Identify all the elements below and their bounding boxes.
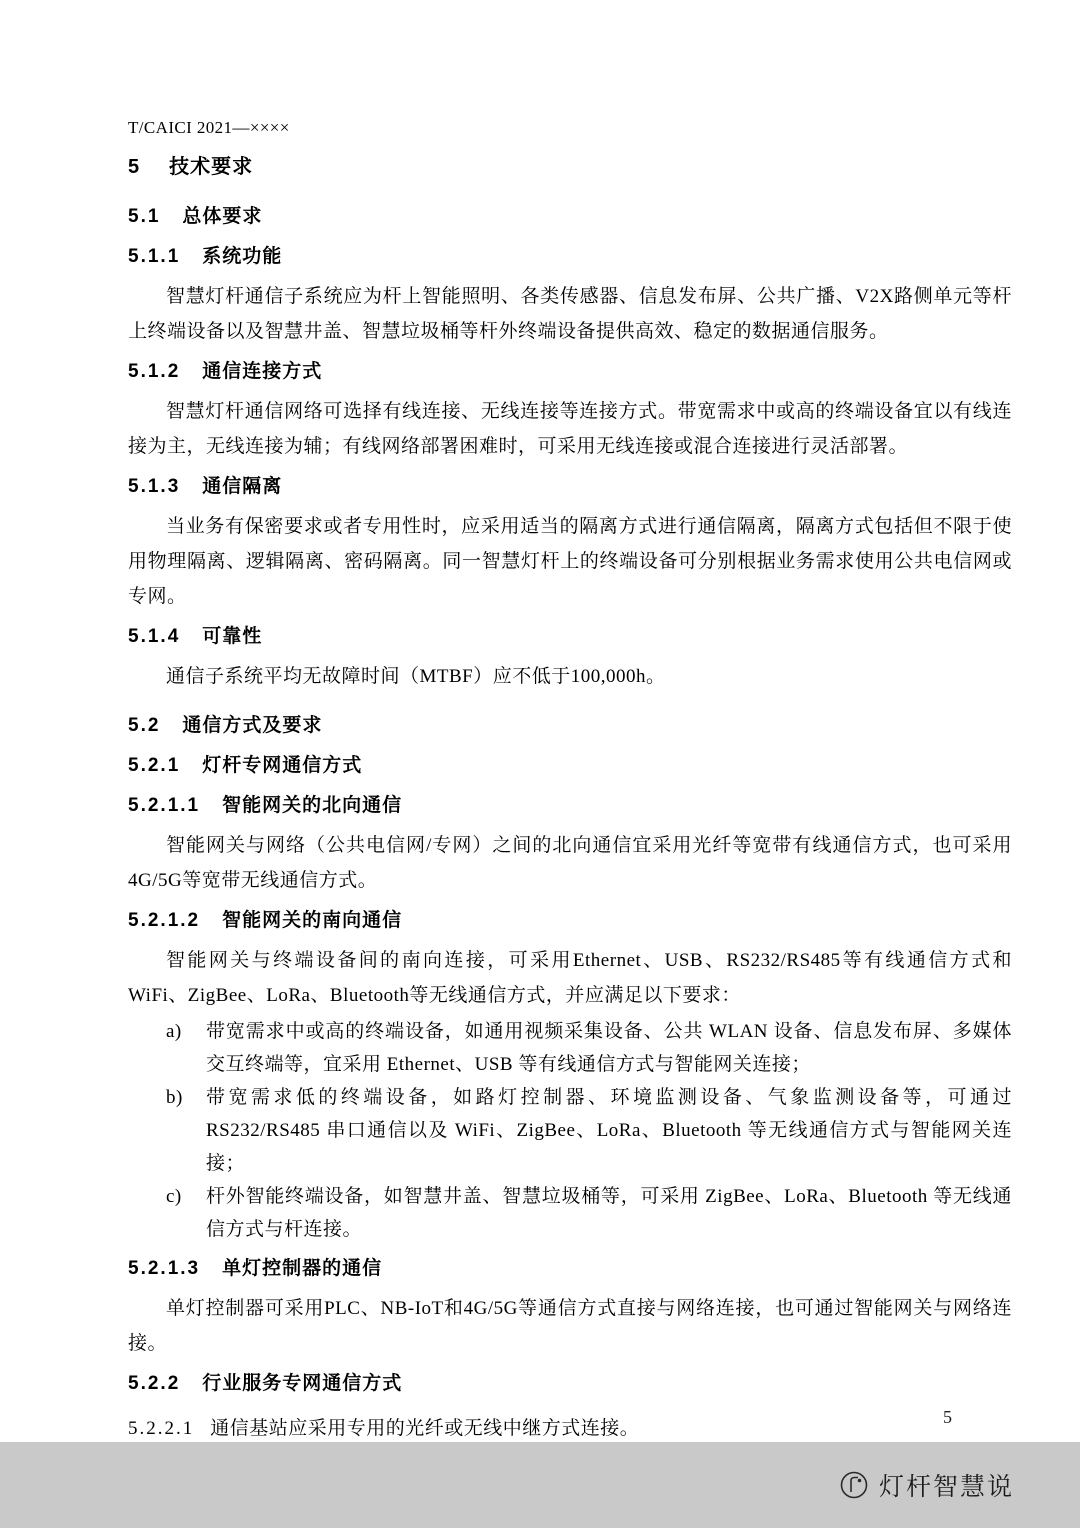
section-number: 5.1.1 — [128, 246, 181, 267]
section-title: 单灯控制器的通信 — [222, 1258, 383, 1279]
footer-bar — [0, 1442, 1080, 1528]
section-number: 5.1 — [128, 206, 161, 227]
section-heading-5 — [128, 150, 1012, 185]
section-heading-5-1-1 — [128, 239, 1012, 274]
section-number: 5.1.2 — [128, 361, 181, 382]
paragraph: 智慧灯杆通信网络可选择有线连接、无线连接等连接方式。带宽需求中或高的终端设备宜以有线连接为主，无线连接为辅；有线网络部署困难时，可采用无线连接或混合连接进行灵活部署。 — [128, 401, 1012, 457]
section-number: 5 — [128, 156, 142, 178]
section-title: 可靠性 — [202, 626, 263, 647]
section-heading-5-1 — [128, 199, 1012, 234]
list-item-text: 带宽需求低的终端设备，如路灯控制器、环境监测设备、气象监测设备等，可通过 RS232/RS485 串口通信以及 WiFi、ZigBee、LoRa、Bluetooth 等无线通信方式与智能网关连接； — [206, 1087, 1012, 1174]
section-heading-5-1-4 — [128, 619, 1012, 654]
paragraph: 智慧灯杆通信子系统应为杆上智能照明、各类传感器、信息发布屏、公共广播、V2X路侧单元等杆上终端设备以及智慧井盖、智慧垃圾桶等杆外终端设备提供高效、稳定的数据通信服务。 — [128, 286, 1012, 342]
clause-5-2-2-1 — [128, 1411, 1012, 1446]
brand-logo-icon — [839, 1470, 869, 1500]
section-number: 5.1.3 — [128, 476, 181, 497]
list-item-label: b) — [166, 1087, 183, 1108]
section-heading-5-1-3 — [128, 469, 1012, 504]
section-title: 通信连接方式 — [202, 361, 323, 382]
doc-header: T/CAICI 2021—×××× — [128, 118, 290, 137]
clause-number: 5.2.2.1 — [128, 1418, 195, 1439]
paragraph: 智能网关与终端设备间的南向连接，可采用Ethernet、USB、RS232/RS485等有线通信方式和WiFi、ZigBee、LoRa、Bluetooth等无线通信方式，并应满足以下要求： — [128, 950, 1012, 1006]
section-heading-5-2-1 — [128, 748, 1012, 783]
section-heading-5-2-1-3 — [128, 1251, 1012, 1286]
list-item-a — [128, 1015, 1012, 1081]
section-number: 5.2 — [128, 715, 161, 736]
clause-text: 通信基站应采用专用的光纤或无线中继方式连接。 — [210, 1418, 640, 1439]
section-number: 5.2.2 — [128, 1373, 181, 1394]
section-number: 5.2.1 — [128, 755, 181, 776]
paragraph: 智能网关与网络（公共电信网/专网）之间的北向通信宜采用光纤等宽带有线通信方式，也可采用4G/5G等宽带无线通信方式。 — [128, 835, 1012, 891]
section-title: 技术要求 — [169, 156, 254, 178]
list-item-text: 带宽需求中或高的终端设备，如通用视频采集设备、公共 WLAN 设备、信息发布屏、多媒体交互终端等，宜采用 Ethernet、USB 等有线通信方式与智能网关连接； — [206, 1021, 1012, 1075]
section-number: 5.2.1.2 — [128, 910, 201, 931]
section-title: 行业服务专网通信方式 — [202, 1373, 403, 1394]
page-number: 5 — [943, 1407, 952, 1427]
section-heading-5-2 — [128, 708, 1012, 743]
list-item-text: 杆外智能终端设备，如智慧井盖、智慧垃圾桶等，可采用 ZigBee、LoRa、Bluetooth 等无线通信方式与杆连接。 — [206, 1186, 1012, 1240]
section-title: 通信方式及要求 — [182, 715, 323, 736]
brand — [839, 1467, 1014, 1503]
document-content — [128, 116, 1012, 1446]
paragraph: 当业务有保密要求或者专用性时，应采用适当的隔离方式进行通信隔离，隔离方式包括但不限于使用物理隔离、逻辑隔离、密码隔离。同一智慧灯杆上的终端设备可分别根据业务需求使用公共电信网或专网。 — [128, 516, 1012, 607]
section-number: 5.2.1.1 — [128, 795, 201, 816]
paragraph: 通信子系统平均无故障时间（MTBF）应不低于100,000h。 — [166, 666, 666, 687]
section-heading-5-2-2 — [128, 1366, 1012, 1401]
list-item-label: c) — [166, 1186, 182, 1207]
section-title: 智能网关的南向通信 — [222, 910, 403, 931]
section-number: 5.2.1.3 — [128, 1258, 201, 1279]
section-heading-5-1-2 — [128, 354, 1012, 389]
brand-text: 灯杆智慧说 — [878, 1474, 1014, 1501]
section-title: 智能网关的北向通信 — [222, 795, 403, 816]
section-title: 系统功能 — [202, 246, 283, 267]
section-title: 总体要求 — [182, 206, 263, 227]
section-heading-5-2-1-2 — [128, 903, 1012, 938]
list-item-b — [128, 1081, 1012, 1180]
requirement-list — [128, 1015, 1012, 1246]
list-item-c — [128, 1180, 1012, 1246]
paragraph: 单灯控制器可采用PLC、NB-IoT和4G/5G等通信方式直接与网络连接，也可通过智能网关与网络连接。 — [128, 1298, 1012, 1354]
section-title: 通信隔离 — [202, 476, 283, 497]
section-heading-5-2-1-1 — [128, 788, 1012, 823]
list-item-label: a) — [166, 1021, 182, 1042]
section-number: 5.1.4 — [128, 626, 181, 647]
section-title: 灯杆专网通信方式 — [202, 755, 363, 776]
